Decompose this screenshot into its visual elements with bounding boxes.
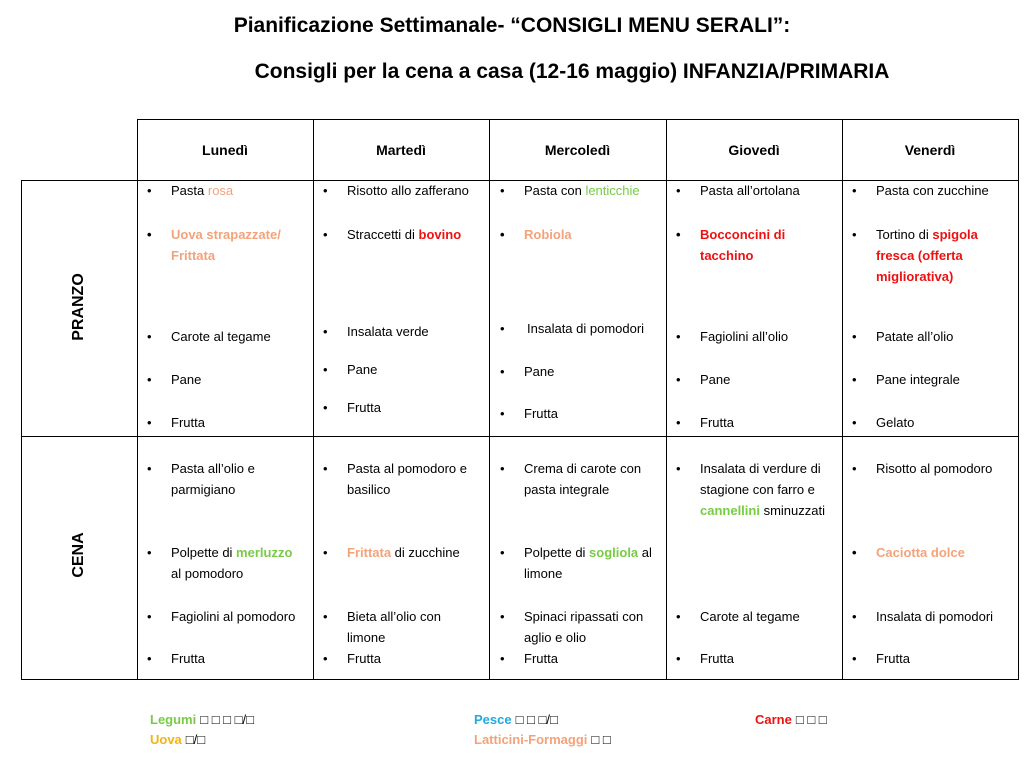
menu-text: Pane	[347, 362, 378, 377]
bullet: •	[676, 415, 681, 430]
menu-text: stagione con farro e	[700, 482, 815, 497]
legend-marks: □ □ □	[795, 712, 827, 727]
menu-item	[852, 369, 960, 390]
menu-text: Tortino di	[876, 227, 933, 242]
menu-text-carne: bovino	[418, 227, 462, 242]
menu-text-legumi: lenticchie	[585, 183, 640, 198]
menu-item	[852, 180, 989, 201]
menu-item	[323, 180, 469, 201]
legend-label: Legumi	[150, 712, 197, 727]
grid-line	[137, 119, 138, 680]
menu-item	[323, 359, 378, 380]
menu-text: Gelato	[876, 415, 915, 430]
menu-text: Insalata di pomodori	[876, 609, 994, 624]
menu-text: Frutta	[700, 651, 734, 666]
day-header-giovedi: Giovedì	[728, 142, 780, 158]
bullet: •	[500, 364, 505, 379]
menu-text-latticini: rosa	[207, 183, 234, 198]
menu-item	[852, 542, 965, 563]
menu-text: Frutta	[524, 406, 558, 421]
menu-text-pesce: merluzzo	[236, 545, 293, 560]
bullet: •	[323, 183, 328, 198]
bullet: •	[147, 415, 152, 430]
menu-text: Pasta con zucchine	[876, 183, 989, 198]
bullet: •	[323, 651, 328, 666]
bullet: •	[676, 372, 681, 387]
menu-text-legumi: cannellini	[700, 503, 760, 518]
bullet: •	[500, 321, 505, 336]
bullet: •	[147, 461, 152, 476]
menu-item	[676, 606, 800, 627]
legend-label: Uova	[150, 732, 182, 747]
legend-pesce	[474, 712, 558, 727]
bullet: •	[323, 324, 328, 339]
menu-item	[500, 648, 558, 669]
menu-text: Crema di carote con	[524, 461, 642, 476]
legend-label: Carne	[755, 712, 792, 727]
legend-marks: □/□	[185, 732, 206, 747]
bullet: •	[852, 415, 857, 430]
bullet: •	[500, 545, 505, 560]
menu-text: limone	[347, 630, 386, 645]
menu-text: sminuzzati	[759, 503, 825, 518]
bullet: •	[323, 545, 328, 560]
menu-item	[676, 180, 800, 201]
menu-item	[852, 224, 1016, 287]
menu-item	[323, 458, 467, 500]
legend-marks: □ □ □/□	[515, 712, 558, 727]
bullet: •	[323, 362, 328, 377]
menu-item	[852, 458, 993, 479]
menu-item	[676, 326, 789, 347]
menu-text: Insalata di pomodori	[527, 321, 645, 336]
menu-item	[852, 326, 954, 347]
menu-text: Spinaci ripassati con	[524, 609, 644, 624]
legend-label: Latticini-Formaggi	[474, 732, 588, 747]
menu-item	[323, 542, 460, 563]
menu-item	[852, 606, 994, 627]
bullet: •	[500, 406, 505, 421]
menu-text: Polpette di	[524, 545, 590, 560]
menu-item	[147, 369, 202, 390]
legend-latticini	[474, 732, 611, 747]
menu-text: di zucchine	[391, 545, 460, 560]
bullet: •	[500, 183, 505, 198]
bullet: •	[147, 329, 152, 344]
menu-text: parmigiano	[171, 482, 236, 497]
menu-text: Pane	[171, 372, 202, 387]
menu-text-latticini: Robiola	[524, 227, 572, 242]
page-subtitle: Consigli per la cena a casa (12-16 maggio) INFANZIA/PRIMARIA	[254, 60, 890, 83]
menu-text: Fagiolini all’olio	[700, 329, 789, 344]
bullet: •	[323, 227, 328, 242]
bullet: •	[323, 609, 328, 624]
day-header-mercoledi: Mercoledì	[544, 142, 611, 158]
menu-text: al	[638, 545, 652, 560]
bullet: •	[852, 651, 857, 666]
row-label-cena: CENA	[70, 532, 87, 578]
menu-item	[147, 648, 205, 669]
grid-line	[21, 679, 1019, 680]
menu-text-pesce: sogliola	[589, 545, 639, 560]
bullet: •	[676, 609, 681, 624]
bullet: •	[676, 651, 681, 666]
menu-item	[500, 318, 645, 339]
menu-item	[323, 321, 429, 342]
menu-text-carne: tacchino	[700, 248, 754, 263]
menu-text: pasta integrale	[524, 482, 610, 497]
menu-text: Polpette di	[171, 545, 237, 560]
menu-item	[323, 224, 462, 245]
bullet: •	[500, 461, 505, 476]
menu-text-latticini: Caciotta dolce	[876, 545, 965, 560]
grid-line	[842, 119, 843, 680]
menu-text: Insalata verde	[347, 324, 429, 339]
bullet: •	[852, 609, 857, 624]
menu-text: Pane integrale	[876, 372, 960, 387]
menu-item	[323, 397, 381, 418]
menu-item	[147, 180, 311, 201]
menu-text: Pasta all’ortolana	[700, 183, 800, 198]
grid-line	[666, 119, 667, 680]
menu-item	[147, 412, 205, 433]
row-label-pranzo: PRANZO	[70, 273, 87, 341]
menu-text: Patate all’olio	[876, 329, 954, 344]
menu-text: Carote al tegame	[700, 609, 800, 624]
menu-item	[500, 224, 572, 245]
menu-text-pesce: spigola	[932, 227, 978, 242]
legend-carne	[755, 712, 827, 727]
bullet: •	[852, 372, 857, 387]
page-title: Pianificazione Settimanale- “CONSIGLI MENU SERALI”:	[233, 14, 791, 37]
bullet: •	[500, 227, 505, 242]
bullet: •	[852, 461, 857, 476]
menu-text: Frutta	[347, 651, 381, 666]
menu-item	[323, 606, 441, 648]
menu-item	[147, 458, 255, 500]
menu-item	[500, 180, 640, 201]
bullet: •	[147, 372, 152, 387]
menu-text-pesce: migliorativa)	[876, 269, 954, 284]
menu-text-pesce: fresca (offerta	[876, 248, 963, 263]
menu-item	[147, 606, 296, 627]
menu-text: Frutta	[171, 415, 205, 430]
menu-item	[500, 458, 642, 500]
bullet: •	[323, 400, 328, 415]
grid-line	[21, 180, 22, 680]
grid-line	[313, 119, 314, 680]
bullet: •	[147, 545, 152, 560]
menu-text: Pasta con	[524, 183, 586, 198]
grid-line	[21, 436, 1019, 437]
menu-item	[676, 369, 731, 390]
menu-item	[676, 224, 786, 266]
menu-item	[500, 542, 652, 584]
menu-item	[676, 412, 734, 433]
menu-text: Frutta	[700, 415, 734, 430]
legend-legumi	[150, 712, 254, 727]
bullet: •	[147, 183, 152, 198]
menu-text: Frutta	[876, 651, 910, 666]
bullet: •	[323, 461, 328, 476]
menu-text: Insalata di verdure di	[700, 461, 821, 476]
bullet: •	[676, 183, 681, 198]
menu-item	[147, 326, 271, 347]
menu-text: Straccetti di	[347, 227, 419, 242]
menu-item	[147, 542, 293, 584]
menu-text: Pasta al pomodoro e	[347, 461, 467, 476]
legend-marks: □ □	[591, 732, 611, 747]
bullet: •	[852, 183, 857, 198]
menu-text: Frutta	[171, 651, 205, 666]
menu-text-uova: Frittata	[171, 248, 216, 263]
day-header-lunedi: Lunedì	[202, 142, 248, 158]
legend-label: Pesce	[474, 712, 512, 727]
menu-text: basilico	[347, 482, 391, 497]
day-header-martedi: Martedì	[376, 142, 426, 158]
menu-item	[676, 458, 825, 521]
menu-text: Pane	[700, 372, 731, 387]
bullet: •	[852, 227, 857, 242]
bullet: •	[147, 651, 152, 666]
menu-text: al pomodoro	[171, 566, 244, 581]
menu-text-carne: Bocconcini di	[700, 227, 786, 242]
menu-text: Frutta	[524, 651, 558, 666]
legend-uova	[150, 732, 205, 747]
bullet: •	[676, 329, 681, 344]
menu-text: Fagiolini al pomodoro	[171, 609, 296, 624]
menu-item	[852, 412, 915, 433]
menu-text: Frutta	[347, 400, 381, 415]
menu-text-uova: Uova strapazzate/	[171, 227, 281, 242]
menu-item	[147, 224, 311, 266]
menu-text: Bieta all’olio con	[347, 609, 441, 624]
bullet: •	[500, 609, 505, 624]
menu-text: aglio e olio	[524, 630, 587, 645]
bullet: •	[676, 227, 681, 242]
menu-item	[500, 361, 555, 382]
menu-text: Risotto allo zafferano	[347, 183, 469, 198]
bullet: •	[852, 329, 857, 344]
menu-text-uova: Frittata	[347, 545, 392, 560]
menu-text: limone	[524, 566, 563, 581]
menu-text: Carote al tegame	[171, 329, 271, 344]
menu-item	[323, 648, 381, 669]
menu-text: Pasta	[171, 183, 208, 198]
bullet: •	[676, 461, 681, 476]
bullet: •	[147, 609, 152, 624]
menu-text: Pane	[524, 364, 555, 379]
menu-item	[676, 648, 734, 669]
menu-text: Pasta all’olio e	[171, 461, 255, 476]
bullet: •	[147, 227, 152, 242]
menu-item	[500, 606, 644, 648]
menu-text: Risotto al pomodoro	[876, 461, 993, 476]
menu-item	[500, 403, 558, 424]
grid-line	[1018, 119, 1019, 680]
bullet: •	[500, 651, 505, 666]
day-header-venerdi: Venerdì	[904, 142, 956, 158]
legend-marks: □ □ □ □/□	[200, 712, 254, 727]
bullet: •	[852, 545, 857, 560]
menu-item	[852, 648, 910, 669]
grid-line	[489, 119, 490, 680]
